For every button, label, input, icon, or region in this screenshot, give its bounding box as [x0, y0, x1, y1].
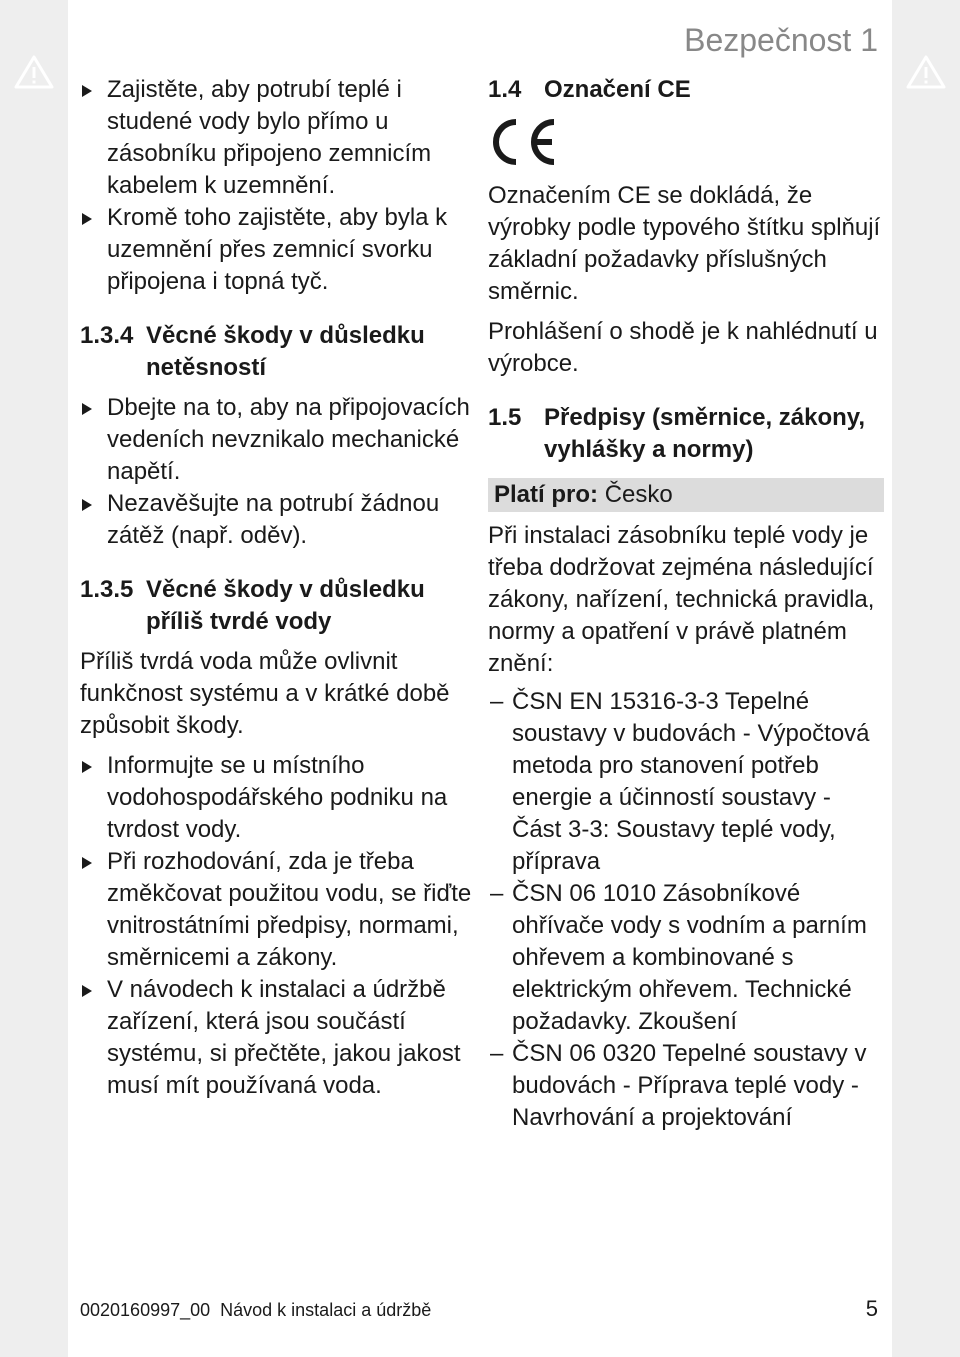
warning-icon	[906, 54, 946, 90]
bullet-item: Informujte se u místního vodohospodářského podniku na tvrdost vody.	[80, 750, 472, 846]
section-title: Věcné škody v důsledku netěsností	[146, 322, 425, 381]
paragraph: Prohlášení o shodě je k nahlédnutí u výrobce.	[488, 318, 878, 377]
paragraph: Při instalaci zásobníku teplé vody je třeba dodržovat zejména následující zákony, nařízení, technická pravidla, normy a opatření v právě platném znění:	[488, 522, 875, 677]
dash-marker: –	[490, 1040, 504, 1067]
list-item: – ČSN 06 1010 Zásobníkové ohřívače vody s vodním a parním ohřevem a kombinované s elektrickým ohřevem. Technické požadavky. Zkoušení	[490, 880, 867, 1035]
section-title: Věcné škody v důsledku příliš tvrdé vody	[146, 576, 425, 635]
section-heading-1-5	[488, 402, 884, 466]
chapter-header: Bezpečnost 1	[684, 22, 878, 58]
left-margin-band	[0, 0, 68, 1357]
bullet-arrow-icon	[82, 403, 92, 415]
bullet-arrow-icon	[82, 761, 92, 773]
footer-doc-id: 0020160997_00 Návod k instalaci a údržbě	[80, 1300, 432, 1320]
section-title: Označení CE	[544, 76, 691, 103]
list-item: – ČSN EN 15316-3-3 Tepelné soustavy v budovách - Výpočtová metoda pro stanovení potřeb energie a účinností soustavy - Část 3-3: Soustavy teplé vody, příprava	[490, 688, 870, 875]
bullet-item: Zajistěte, aby potrubí teplé i studené vody bylo přímo u zásobníku připojeno zemnicím kabelem k uzemnění.	[80, 74, 472, 202]
bullet-item: V návodech k instalaci a údržbě zařízení, která jsou součástí systému, si přečtěte, jakou jakost musí mít používaná voda.	[80, 974, 472, 1102]
warning-icon	[14, 54, 54, 90]
bullet-arrow-icon	[82, 985, 92, 997]
ce-mark-icon	[488, 116, 558, 168]
bullet-arrow-icon	[82, 85, 92, 97]
paragraph: Příliš tvrdá voda může ovlivnit funkčnost systému a v krátké době způsobit škody.	[80, 648, 450, 739]
section-number: 1.4	[488, 76, 522, 103]
dash-marker: –	[490, 880, 504, 907]
section-number: 1.3.4	[80, 322, 134, 349]
bullet-arrow-icon	[82, 213, 92, 225]
right-column	[488, 74, 884, 1134]
bullet-item: Při rozhodování, zda je třeba změkčovat použitou vodu, se řiďte vnitrostátními předpisy, normami, směrnicemi a zákony.	[80, 846, 472, 974]
section-number: 1.5	[488, 404, 522, 431]
bullet-arrow-icon	[82, 499, 92, 511]
right-margin-band	[892, 0, 960, 1357]
section-heading-1-3-5	[80, 574, 472, 638]
paragraph: Označením CE se dokládá, že výrobky podle typového štítku splňují základní požadavky příslušných směrnic.	[488, 182, 881, 305]
section-heading-1-3-4	[80, 320, 472, 384]
applies-to-bar	[488, 478, 884, 512]
list-item: – ČSN 06 0320 Tepelné soustavy v budovách - Příprava teplé vody - Navrhování a projektování	[490, 1040, 867, 1131]
section-number: 1.3.5	[80, 576, 134, 603]
dash-marker: –	[490, 688, 504, 715]
bullet-item: Kromě toho zajistěte, aby byla k uzemnění přes zemnicí svorku připojena i topná tyč.	[80, 202, 472, 298]
page-number: 5	[865, 1296, 878, 1321]
bullet-arrow-icon	[82, 857, 92, 869]
section-heading-1-4	[488, 74, 884, 106]
section-title: Předpisy (směrnice, zákony, vyhlášky a normy)	[544, 404, 866, 463]
applies-value: Česko	[604, 481, 673, 508]
bullet-item: Nezavěšujte na potrubí žádnou zátěž (např. oděv).	[80, 488, 472, 552]
bullet-item: Dbejte na to, aby na připojovacích vedeních nevznikalo mechanické napětí.	[80, 392, 472, 488]
left-column	[80, 74, 472, 1102]
applies-label: Platí pro:	[494, 481, 599, 508]
